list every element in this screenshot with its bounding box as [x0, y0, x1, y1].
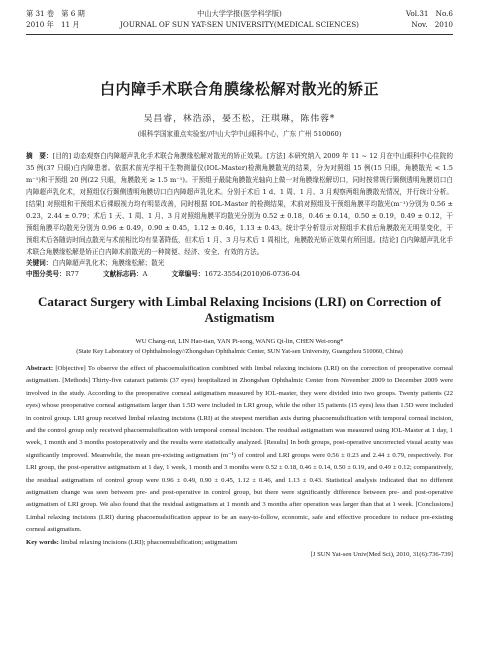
- affiliation-cn: (眼科学国家重点实验室//中山大学中山眼科中心，广东 广州 510060): [137, 130, 342, 138]
- title-en: Cataract Surgery with Limbal Relaxing Incisions (LRI) on Correction of Astigmatism: [37, 294, 442, 325]
- issue-info: 第 31 卷 第 6 期 2010 年 11 月: [26, 9, 85, 29]
- volume-info: Vol.31 No.6 Nov. 2010: [405, 9, 453, 29]
- abstract-cn-text: [目的] 动态观察白内障超声乳化手术联合角膜缘松解对散光的矫正效果。[方法] 本研究纳入 2009 年 11 ~ 12 月在中山眼科中心住院的 35 例(37 只眼)白内障患者。依据术前光学相干生物测量仪(IOL-Master)检测角膜散光的结果，分为对照组 15 例(15 只眼，角膜散光 < 1.5 m⁻¹)和干预组 20 例(22 只眼，角膜散光 ≥ 1.5 m⁻¹)。干预组于最陡角膜散光轴向上做一对角膜缘松解切口，同时按常规行颞侧透明角膜切口白内障超声乳化术，对照组仅行颞侧透明角膜切口白内障超声乳化术。分别于术后 1 d、1 周、1 月、3 月观察两组角膜散光情况，并行统计分析。[结果] 对照组和干预组术后裸眼视力均有明显改善，同时根据 IOL-Master 的检测结果，术前对照组及干预组角膜平均散光(m⁻¹)分别为 0.56 ± 0.23，2.44 ± 0.79；术后 1 天、1 周、1 月、3 月对照组角膜平均散光分别为 0.52 ± 0.18，0.46 ± 0.14，0.50 ± 0.19，0.49 ± 0.12，干预组角膜平均散光分别为 0.96 ± 0.49，0.90 ± 0.45，1.12 ± 0.46，1.13 ± 0.43。统计学分析显示对照组手术前后角膜散光无明显变化，干预组术后各随访时间点散光与术前相比均有显著降低，但术后 1 月、3 月与术后 1 周相比，角膜散光矫正效果有所回退。[结论] 白内障超声乳化手术联合角膜缘松解是矫正白内障术前散光的一种简便、经济、安全、有效的方法。: [26, 152, 453, 256]
- keywords-cn-text: 白内障超声乳化术；角膜缘松解；散光: [52, 259, 165, 267]
- keywords-en-text: limbal relaxing incisions (LRI); phacoemulsification; astigmatism: [60, 538, 238, 546]
- classification-row: [26, 269, 453, 280]
- citation-en: [J SUN Yat-sen Univ(Med Sci), 2010, 31(6):736-739]: [310, 550, 453, 558]
- running-head: [26, 0, 453, 38]
- abstract-en-text: [Objective] To observe the effect of phacoemulsification combined with limbal relaxing incisions (LRI) on the correction of preoperative corneal astigmatism. [Methods] Thirty-five cataract patients (37 eyes) hospitalized in Zhongshan Ophthalmic Center from November 2009 to December 2009 were involved in the study. According to the preoperative corneal astigmatism measured by IOL-master, they were divided into two groups. Twenty patients (22 eyes) whose preoperative corneal astigmatism larger than 1.5D were included in LRI group, while the other 15 patients (15 eyes) less than 1.5D were included in control group. LRI group received limbal relaxing incisions (LRI) at the steepest meridian axis during phacoemulsification with temporal corneal incision, and the control group only received phacoemulsification with temporal corneal incision. The residual astigmatism was measured using IOL-Master at 1 day, 1 week, 1 month and 3 months postoperatively and the results were statistically analyzed. [Results] In both groups, post-operative uncorrected visual acuity was significantly improved. Meanwhile, the mean pre-existing astigmatism (m⁻¹) of control and LRI groups were 0.56 ± 0.23 and 2.44 ± 0.79, respectively. For LRI group, the post-operative astigmatism at 1 day, 1 week, 1 month and 3 months were 0.52 ± 0.18, 0.46 ± 0.14, 0.50 ± 0.19, and 0.49 ± 0.12; comparatively, the residual astigmatism of control group were 0.96 ± 0.49, 0.90 ± 0.45, 1.12 ± 0.46, and 1.13 ± 0.43. Statistical analysis indicated that no different astigmatism change was seen between pre- and post-operative in control group, but there were significantly difference between pre- and post-operative astigmatism of LRI group. We also found that the residual astigmatism at 1 month and 3 months after operation was larger than that at 1 week. [Conclusions] Limbal relaxing incisions (LRI) during phacoemulsification appear to be an easy-to-follow, economic, safe and effective procedure to reduce pre-existing corneal astigmatism.: [26, 365, 453, 534]
- abstract-en-label: Abstract:: [26, 365, 54, 372]
- clc-code: 中图分类号：R77: [26, 270, 79, 278]
- keywords-cn: [26, 258, 453, 269]
- title-cn: 白内障手术联合角膜缘松解对散光的矫正: [99, 80, 379, 98]
- journal-name: 中山大学学报(医学科学版) JOURNAL OF SUN YAT-SEN UNIVERSITY(MEDICAL SCIENCES): [120, 9, 359, 29]
- abstract-cn-label: 摘 要：: [26, 152, 53, 160]
- header-rule: [26, 34, 453, 35]
- authors-en: WU Chang-rui, LIN Hao-tian, YAN Pi-song, WANG Qi-lin, CHEN Wei-rong*: [135, 338, 344, 345]
- keywords-cn-label: 关键词：: [26, 259, 53, 267]
- document-code: 文献标志码：A: [103, 270, 148, 278]
- abstract-en: [26, 363, 453, 537]
- abstract-cn: [26, 150, 453, 258]
- affiliation-en: (State Key Laboratory of Ophthalmology//Zhongshan Ophthalmic Center, SUN Yat-sen University, Guangzhou 510060, China): [76, 348, 403, 355]
- authors-cn: 吴昌睿，林浩添，晏丕松，汪琪琳，陈伟蓉*: [143, 114, 336, 124]
- keywords-en: [26, 537, 453, 549]
- article-id: 文章编号：1672-3554(2010)06-0736-04: [171, 270, 301, 278]
- keywords-en-label: Key words:: [26, 538, 59, 546]
